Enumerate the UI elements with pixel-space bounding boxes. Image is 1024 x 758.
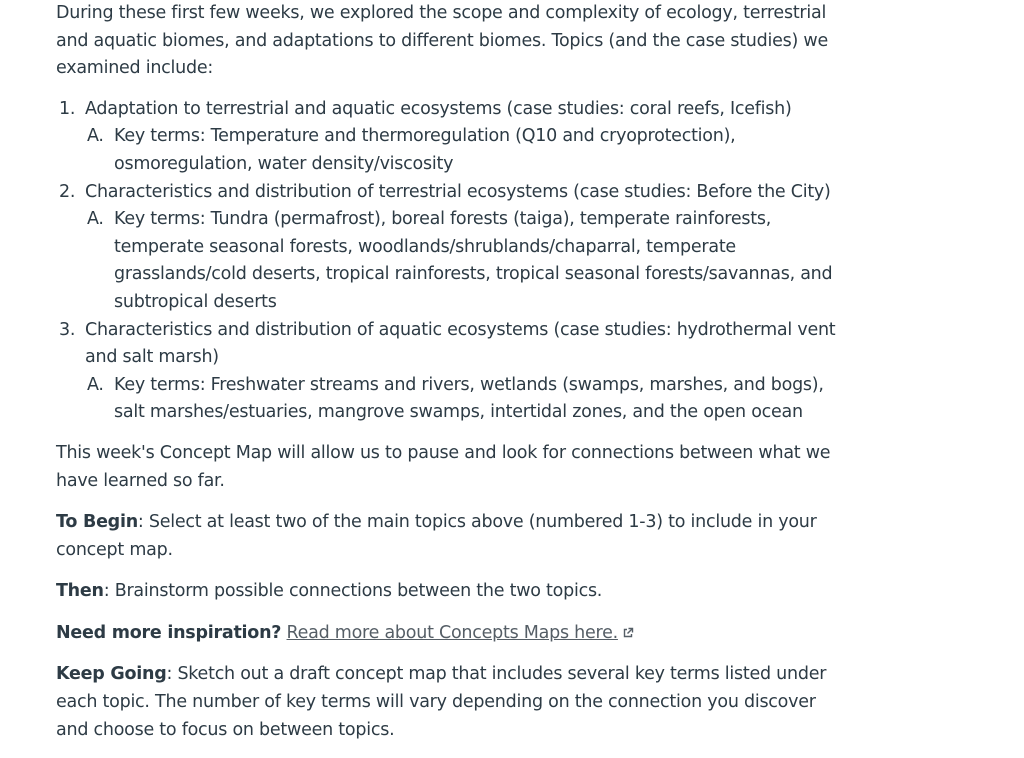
subtopic-letter: A. xyxy=(87,209,104,230)
then-text: : Brainstorm possible connections between the two topics. xyxy=(103,581,603,602)
then-label: Then xyxy=(56,581,104,602)
subtopic-item xyxy=(85,372,846,427)
subtopic-item xyxy=(85,123,846,178)
topic-number: 1. xyxy=(59,98,76,119)
then-paragraph xyxy=(56,578,846,606)
topic-item xyxy=(56,317,846,427)
intro-paragraph: During these first few weeks, we explored the scope and complexity of ecology, terrestrial and aquatic biomes, and adaptations to different biomes. Topics (and the case studies) we examined include: xyxy=(56,3,828,79)
keep-going-text: : Sketch out a draft concept map that includes several key terms listed under each topic. The number of key terms will vary depending on the connection you discover and choose to focus on between topics. xyxy=(56,664,827,740)
topic-item xyxy=(56,179,846,317)
subtopic-text: Key terms: Temperature and thermoregulation (Q10 and cryoprotection), osmoregulation, water density/viscosity xyxy=(114,126,736,174)
to-begin-paragraph xyxy=(56,509,846,564)
subtopic-letter: A. xyxy=(87,374,104,395)
topics-list xyxy=(56,96,846,427)
subtopic-letter: A. xyxy=(87,126,104,147)
topic-text: Characteristics and distribution of aquatic ecosystems (case studies: hydrothermal vent and salt marsh) xyxy=(85,319,836,368)
concept-maps-link-text: Read more about Concepts Maps here. xyxy=(286,622,618,643)
topic-text: Characteristics and distribution of terrestrial ecosystems (case studies: Before the City) xyxy=(85,181,831,202)
subtopic-list xyxy=(85,206,846,316)
external-link-icon xyxy=(622,621,634,633)
concept-maps-link[interactable] xyxy=(287,623,618,643)
topic-item xyxy=(56,96,846,179)
topic-text: Adaptation to terrestrial and aquatic ecosystems (case studies: coral reefs, Icefish) xyxy=(85,98,792,119)
inspiration-label: Need more inspiration? xyxy=(56,622,282,643)
keep-going-paragraph xyxy=(56,661,846,744)
inspiration-paragraph xyxy=(56,620,846,648)
assignment-content xyxy=(56,0,846,758)
subtopic-list xyxy=(85,123,846,178)
to-begin-text: : Select at least two of the main topics above (numbered 1-3) to include in your concept map. xyxy=(56,512,817,560)
topic-number: 2. xyxy=(59,181,76,202)
topic-number: 3. xyxy=(59,319,76,340)
subtopic-text: Key terms: Freshwater streams and rivers, wetlands (swamps, marshes, and bogs), salt marshes/estuaries, mangrove swamps, intertidal zones, and the open ocean xyxy=(114,374,824,423)
subtopic-text: Key terms: Tundra (permafrost), boreal forests (taiga), temperate rainforests, temperate seasonal forests, woodlands/shrublands/chaparral, temperate grasslands/cold deserts, tropical rainforests, tropical seasonal forests/savannas, and subtropical deserts xyxy=(114,209,833,312)
to-begin-label: To Begin xyxy=(56,512,138,533)
subtopic-list xyxy=(85,372,846,427)
subtopic-item xyxy=(85,206,846,316)
keep-going-label: Keep Going xyxy=(56,664,167,685)
concept-map-paragraph: This week's Concept Map will allow us to pause and look for connections between what we have learned so far. xyxy=(56,442,831,491)
